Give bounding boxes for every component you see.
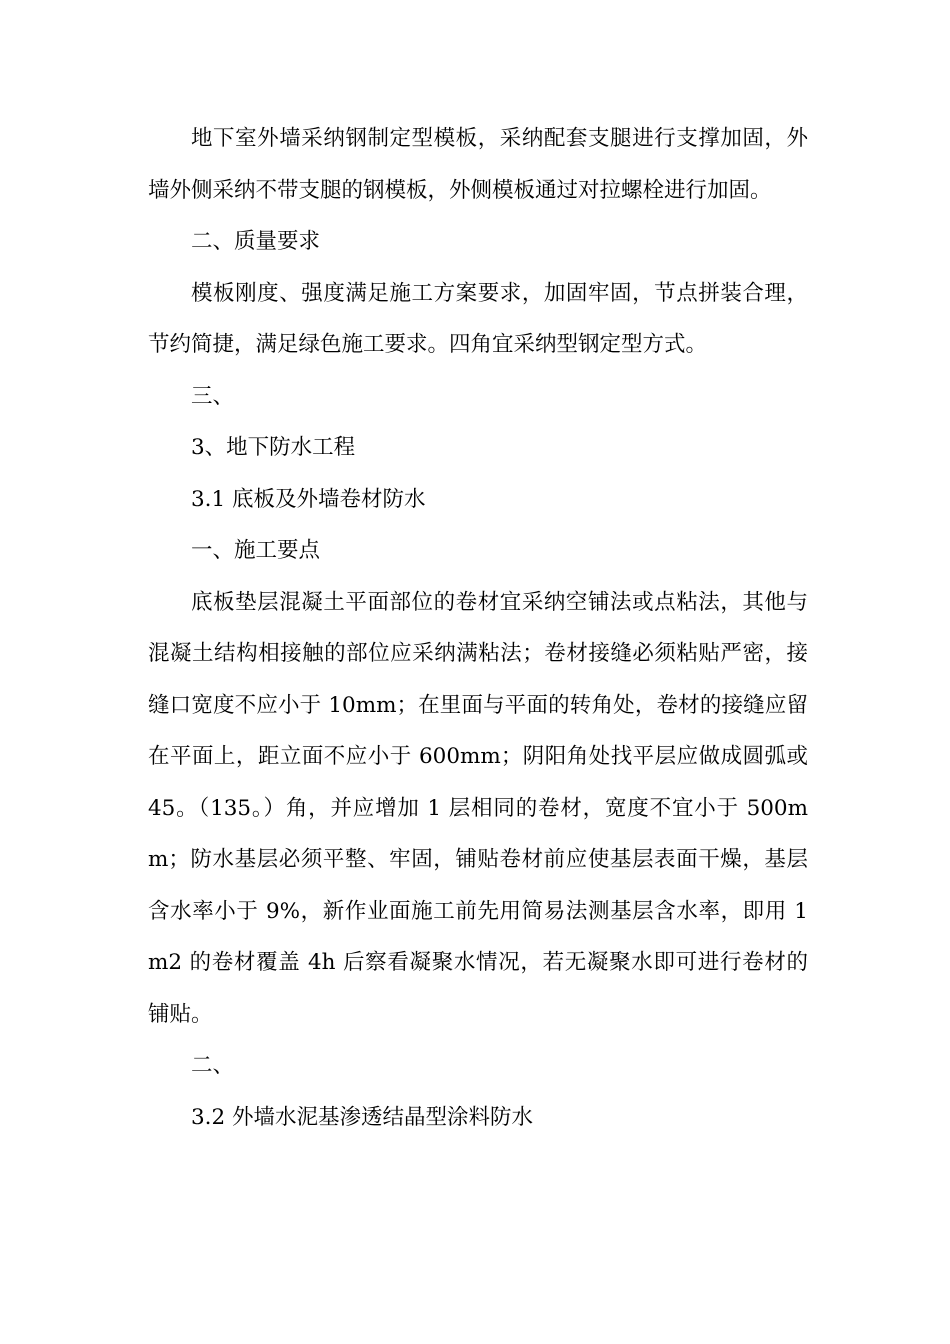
heading-membrane-waterproofing: 3.1 底板及外墙卷材防水: [191, 486, 426, 512]
document-body: [148, 113, 808, 1143]
heading-underground-waterproofing: 3、地下防水工程: [191, 435, 356, 460]
heading-quality-requirements: 二、质量要求: [191, 229, 321, 254]
paragraph-membrane-construction: 底板垫层混凝土平面部位的卷材宜采纳空铺法或点粘法，其他与混凝土结构相接触的部位应采纳满粘法；卷材接缝必须粘贴严密，接缝口宽度不应小于 10mm；在里面与平面的转角处，卷材的接缝应留在平面上，距立面不应小于 600mm；阴阳角处找平层应做成圆弧或 45。（135。）角，并应增加 1 层相同的卷材，宽度不宜小于 500mm；防水基层必须平整、牢固，铺贴卷材前应使基层表面干燥，基层含水率小于 9%，新作业面施工前先用简易法测基层含水率，即用 1m2 的卷材覆盖 4h 后察看凝聚水情况，若无凝聚水即可进行卷材的铺贴。: [148, 589, 808, 1027]
paragraph-formwork-method: 地下室外墙采纳钢制定型模板，采纳配套支腿进行支撑加固，外墙外侧采纳不带支腿的钢模板，外侧模板通过对拉螺栓进行加固。: [148, 126, 808, 203]
heading-construction-points: 一、施工要点: [191, 538, 321, 563]
heading-section-two: 二、: [191, 1053, 235, 1078]
heading-section-three: 三、: [191, 383, 235, 409]
paragraph-quality-requirements: 模板刚度、强度满足施工方案要求，加固牢固，节点拼装合理，节约简捷，满足绿色施工要求。四角宜采纳型钢定型方式。: [148, 280, 808, 357]
heading-crystalline-coating: 3.2 外墙水泥基渗透结晶型涂料防水: [191, 1104, 534, 1130]
